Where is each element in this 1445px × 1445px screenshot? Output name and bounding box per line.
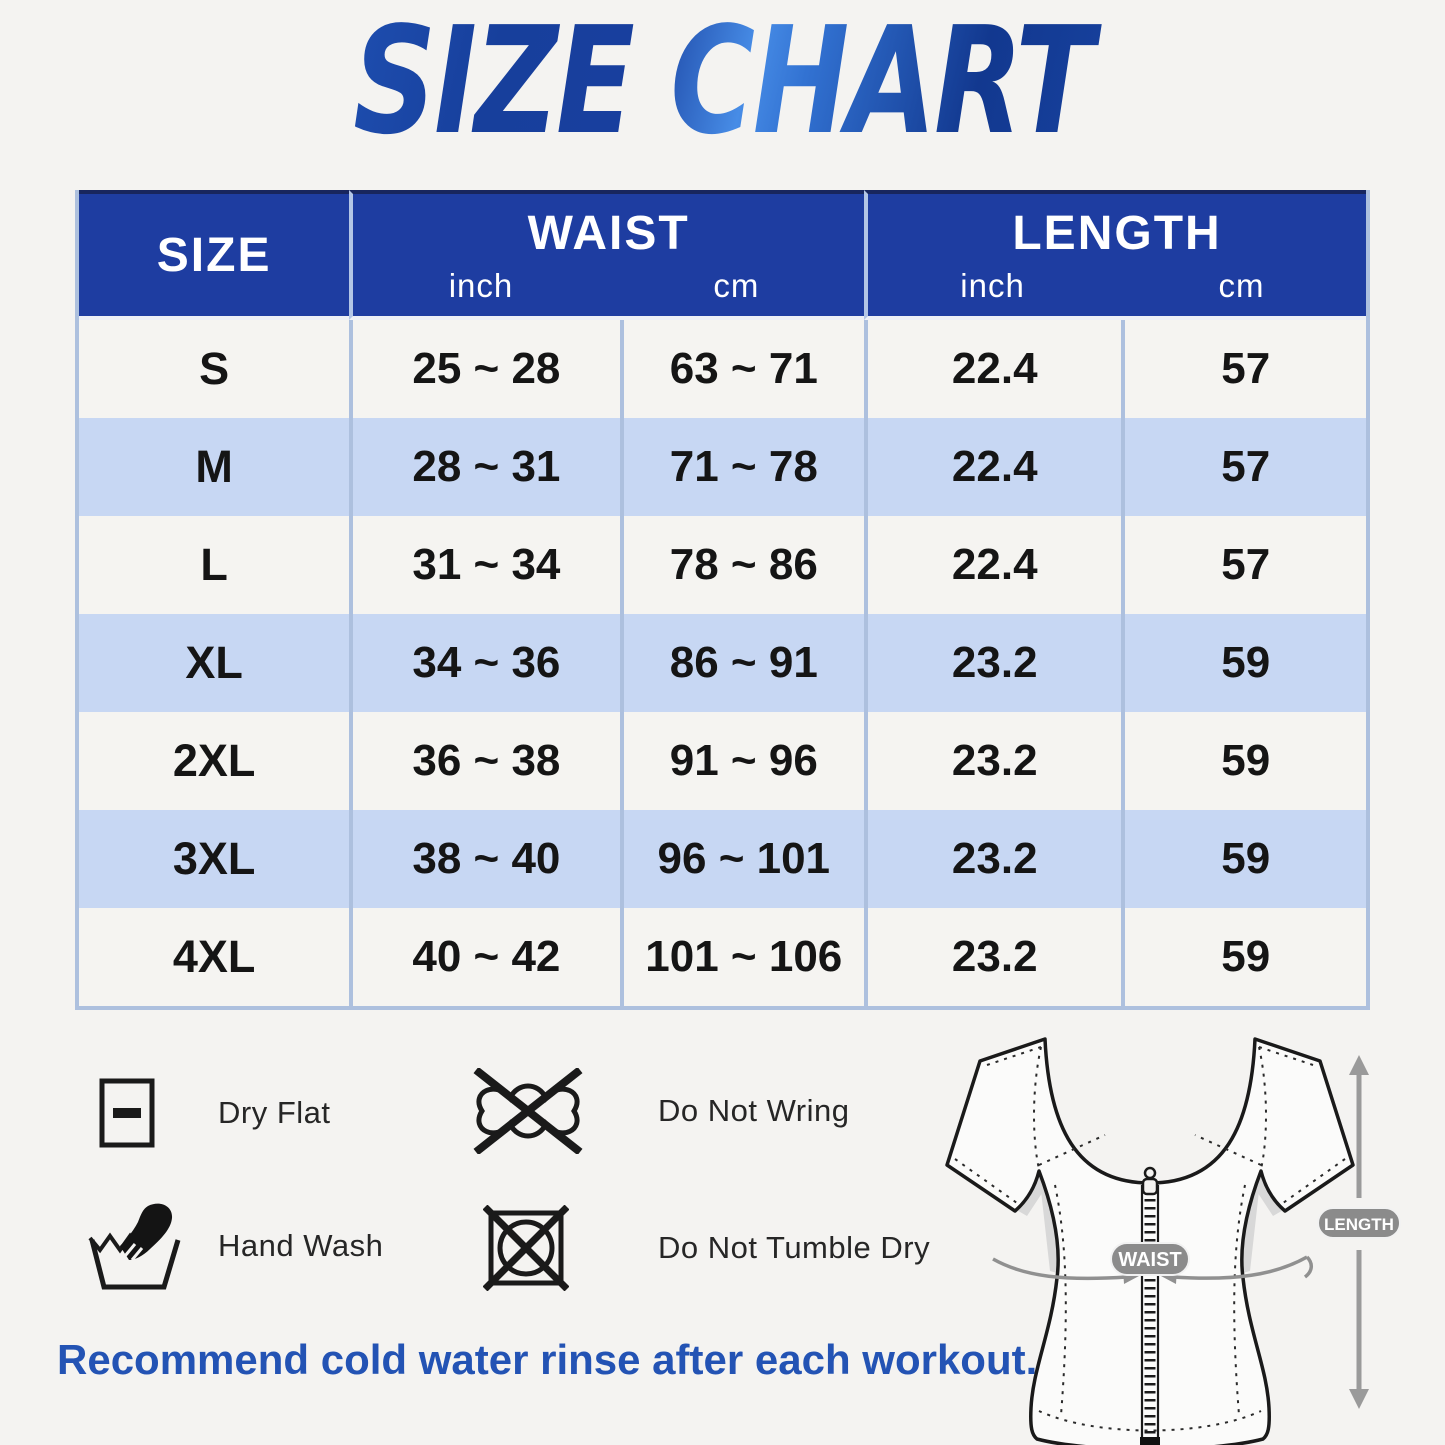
length-cm-cell: 59 [1121,614,1366,712]
waist-inch-cell: 38 ~ 40 [349,810,619,908]
table-row [79,614,1366,712]
length-cm-cell: 59 [1121,908,1366,1006]
waist-cm-cell: 78 ~ 86 [620,516,865,614]
do-not-tumble-dry-icon [483,1205,569,1291]
care-item-do-not-tumble-dry [483,1204,930,1292]
size-table [75,190,1370,1010]
size-cell: 2XL [79,712,349,810]
table-header-row [79,190,1366,320]
col-header-size [79,190,349,320]
waist-inch-cell: 36 ~ 38 [349,712,619,810]
do-not-wring-icon [468,1068,588,1154]
care-label: Dry Flat [218,1095,331,1130]
length-inch-cell: 23.2 [864,908,1121,1006]
length-cm-cell: 59 [1121,810,1366,908]
waist-cm-cell: 101 ~ 106 [620,908,865,1006]
length-inch-cell: 22.4 [864,320,1121,418]
waist-unit-cm: cm [713,266,760,304]
length-cm-cell: 57 [1121,320,1366,418]
waist-cm-cell: 91 ~ 96 [620,712,865,810]
size-header-label: SIZE [156,228,272,282]
waist-cm-cell: 96 ~ 101 [620,810,865,908]
waist-badge [1111,1243,1189,1275]
care-item-dry-flat [98,1070,331,1156]
waist-inch-cell: 34 ~ 36 [349,614,619,712]
length-inch-cell: 23.2 [864,810,1121,908]
length-inch-cell: 22.4 [864,418,1121,516]
col-header-waist [349,190,864,320]
length-badge-label: LENGTH [1324,1215,1394,1234]
waist-cm-cell: 71 ~ 78 [620,418,865,516]
size-cell: S [79,320,349,418]
waist-inch-cell: 40 ~ 42 [349,908,619,1006]
hand-wash-icon [88,1200,186,1292]
length-inch-cell: 23.2 [864,614,1121,712]
waist-inch-cell: 31 ~ 34 [349,516,619,614]
length-header-label: LENGTH [1012,206,1222,260]
table-row [79,418,1366,516]
length-inch-cell: 22.4 [864,516,1121,614]
care-label: Do Not Wring [658,1093,850,1128]
care-item-hand-wash [88,1200,383,1292]
table-row [79,810,1366,908]
table-row [79,320,1366,418]
page-title: SIZE CHART [159,2,1286,162]
col-header-length [864,190,1366,320]
length-unit-cm: cm [1218,266,1265,304]
length-badge [1318,1208,1400,1238]
length-unit-inch: inch [960,266,1025,304]
zipper-pull-icon [1145,1168,1155,1178]
care-item-do-not-wring [468,1068,850,1154]
care-label: Do Not Tumble Dry [658,1230,931,1265]
waist-badge-label: WAIST [1118,1249,1182,1271]
waist-cm-cell: 86 ~ 91 [620,614,865,712]
table-row [79,516,1366,614]
length-inch-cell: 23.2 [864,712,1121,810]
size-cell: XL [79,614,349,712]
size-cell: 3XL [79,810,349,908]
size-cell: L [79,516,349,614]
length-cm-cell: 57 [1121,418,1366,516]
waist-header-label: WAIST [527,206,690,260]
length-cm-cell: 59 [1121,712,1366,810]
dry-flat-icon [98,1077,156,1149]
length-cm-cell: 57 [1121,516,1366,614]
waist-inch-cell: 25 ~ 28 [349,320,619,418]
table-row [79,712,1366,810]
table-row [79,908,1366,1006]
waist-unit-inch: inch [448,266,514,304]
size-cell: M [79,418,349,516]
waist-cm-cell: 63 ~ 71 [620,320,865,418]
size-cell: 4XL [79,908,349,1006]
care-label: Hand Wash [218,1228,384,1263]
waist-inch-cell: 28 ~ 31 [349,418,619,516]
footer-note: Recommend cold water rinse after each workout. [57,1336,1038,1383]
